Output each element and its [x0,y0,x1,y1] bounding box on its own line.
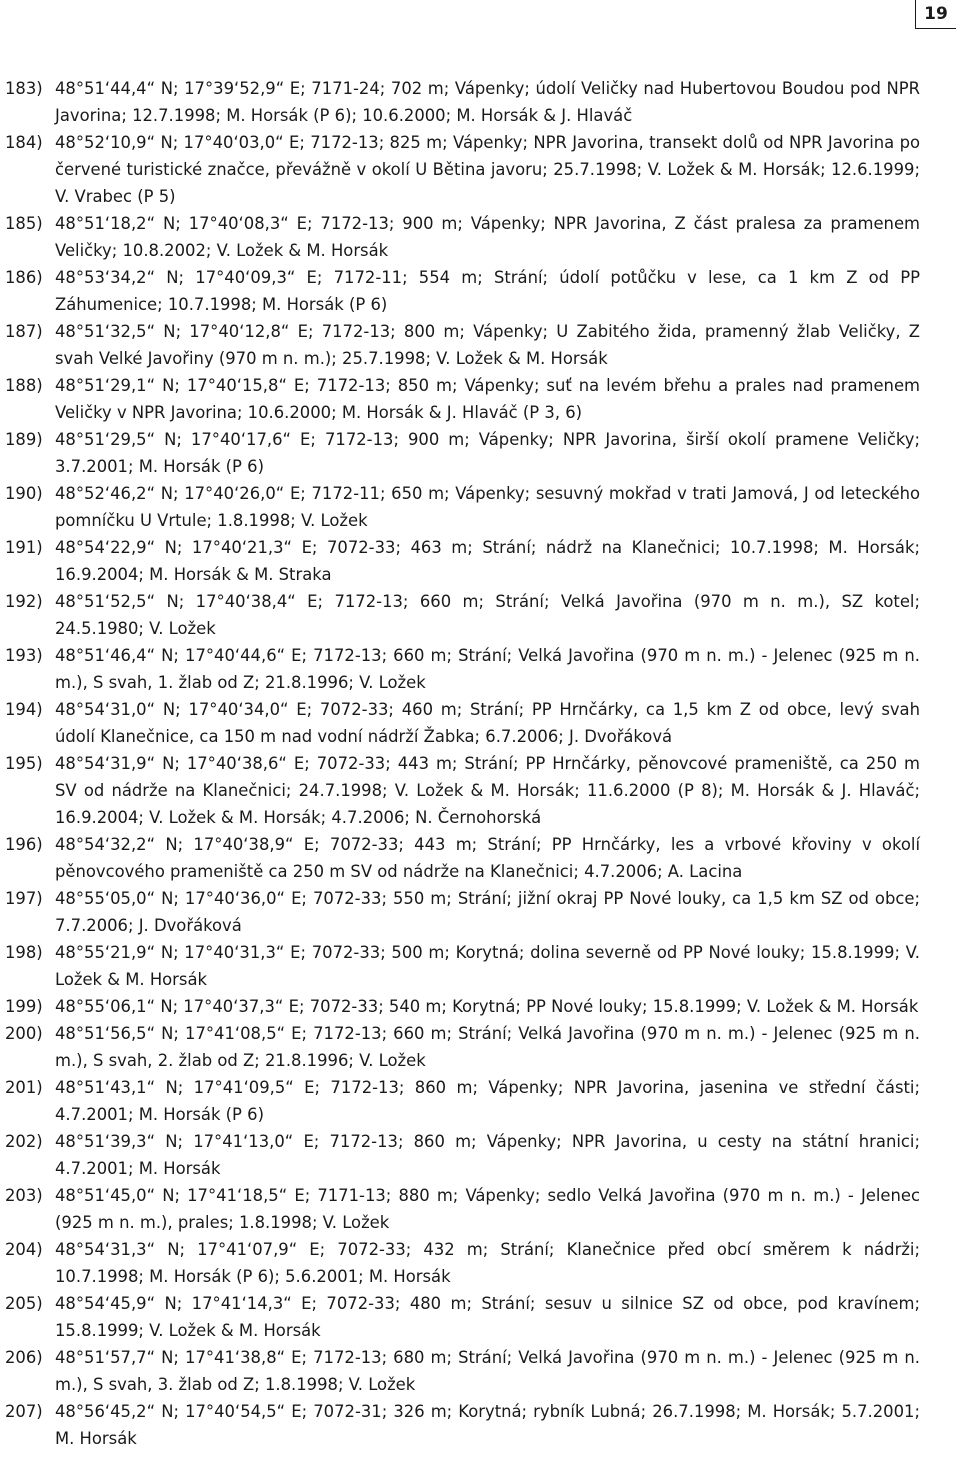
entry-text: 48°51‘43,1“ N; 17°41‘09,5“ E; 7172-13; 860 m; Vápenky; NPR Javorina, jasenina ve střední části; 4.7.2001; M. Horsák (P 6) [55,1078,920,1124]
entry-text: 48°52‘10,9“ N; 17°40‘03,0“ E; 7172-13; 825 m; Vápenky; NPR Javorina, transekt dolů od NPR Javorina po červené turistické značce, převážně v okolí U Bětina javoru; 25.7.1998; V. Ložek & M. Horsák; 12.6.1999; V. Vrabec (P 5) [55,133,920,206]
entry-number: 188) [5,376,43,395]
entry-text: 48°53‘34,2“ N; 17°40‘09,3“ E; 7172-11; 554 m; Strání; údolí potůčku v lese, ca 1 km Z od PP Záhumenice; 10.7.1998; M. Horsák (P 6) [55,268,920,314]
entry-number: 183) [5,79,43,98]
entry-number: 201) [5,1078,43,1097]
locality-entry [5,1398,920,1452]
locality-entry [5,831,920,885]
entry-text: 48°54‘31,9“ N; 17°40‘38,6“ E; 7072-33; 443 m; Strání; PP Hrnčárky, pěnovcové prameniště, ca 250 m SV od nádrže na Klanečnici; 24.7.1998; V. Ložek & M. Horsák; 11.6.2000 (P 8); M. Horsák & J. Hlaváč; 16.9.2004; V. Ložek & M. Horsák; 4.7.2006; N. Černohorská [55,754,920,827]
entry-number: 204) [5,1240,43,1259]
locality-entry [5,129,920,210]
locality-entry [5,75,920,129]
locality-entry [5,939,920,993]
entry-number: 200) [5,1024,43,1043]
locality-entry [5,1020,920,1074]
locality-entry [5,480,920,534]
entry-number: 191) [5,538,43,557]
entry-number: 193) [5,646,43,665]
entry-number: 186) [5,268,43,287]
entry-text: 48°52‘46,2“ N; 17°40‘26,0“ E; 7172-11; 650 m; Vápenky; sesuvný mokřad v trati Jamová, J od leteckého pomníčku U Vrtule; 1.8.1998; V. Ložek [55,484,920,530]
entry-text: 48°54‘32,2“ N; 17°40‘38,9“ E; 7072-33; 443 m; Strání; PP Hrnčárky, les a vrbové křoviny v okolí pěnovcového prameniště ca 250 m SV od nádrže na Klanečnici; 4.7.2006; A. Lacina [55,835,920,881]
entry-text: 48°51‘57,7“ N; 17°41‘38,8“ E; 7172-13; 680 m; Strání; Velká Javořina (970 m n. m.) - Jelenec (925 m n. m.), S svah, 3. žlab od Z; 1.8.1998; V. Ložek [55,1348,920,1394]
entry-text: 48°51‘29,1“ N; 17°40‘15,8“ E; 7172-13; 850 m; Vápenky; suť na levém břehu a prales nad pramenem Veličky v NPR Javorina; 10.6.2000; M. Horsák & J. Hlaváč (P 3, 6) [55,376,920,422]
locality-entry [5,696,920,750]
locality-entry [5,993,920,1020]
entry-number: 197) [5,889,43,908]
locality-list [5,75,920,1452]
entry-text: 48°51‘56,5“ N; 17°41‘08,5“ E; 7172-13; 660 m; Strání; Velká Javořina (970 m n. m.) - Jelenec (925 m n. m.), S svah, 2. žlab od Z; 21.8.1996; V. Ložek [55,1024,920,1070]
locality-entry [5,1128,920,1182]
entry-text: 48°55‘06,1“ N; 17°40‘37,3“ E; 7072-33; 540 m; Korytná; PP Nové louky; 15.8.1999; V. Ložek & M. Horsák [55,997,919,1016]
locality-entry [5,1182,920,1236]
entry-text: 48°54‘22,9“ N; 17°40‘21,3“ E; 7072-33; 463 m; Strání; nádrž na Klanečnici; 10.7.1998; M. Horsák; 16.9.2004; M. Horsák & M. Straka [55,538,920,584]
entry-number: 202) [5,1132,43,1151]
locality-entry [5,210,920,264]
entry-text: 48°56‘45,2“ N; 17°40‘54,5“ E; 7072-31; 326 m; Korytná; rybník Lubná; 26.7.1998; M. Horsák; 5.7.2001; M. Horsák [55,1402,920,1448]
entry-number: 199) [5,997,43,1016]
locality-entry [5,1074,920,1128]
entry-text: 48°55‘05,0“ N; 17°40‘36,0“ E; 7072-33; 550 m; Strání; jižní okraj PP Nové louky, ca 1,5 km SZ od obce; 7.7.2006; J. Dvořáková [55,889,920,935]
entry-number: 195) [5,754,43,773]
locality-entry [5,318,920,372]
entry-number: 206) [5,1348,43,1367]
entry-number: 185) [5,214,43,233]
locality-entry [5,372,920,426]
entry-number: 207) [5,1402,43,1421]
entry-number: 196) [5,835,43,854]
locality-entry [5,1344,920,1398]
entry-text: 48°51‘52,5“ N; 17°40‘38,4“ E; 7172-13; 660 m; Strání; Velká Javořina (970 m n. m.), SZ kotel; 24.5.1980; V. Ložek [55,592,920,638]
entry-text: 48°51‘29,5“ N; 17°40‘17,6“ E; 7172-13; 900 m; Vápenky; NPR Javorina, širší okolí pramene Veličky; 3.7.2001; M. Horsák (P 6) [55,430,920,476]
entry-text: 48°51‘39,3“ N; 17°41‘13,0“ E; 7172-13; 860 m; Vápenky; NPR Javorina, u cesty na státní hranici; 4.7.2001; M. Horsák [55,1132,920,1178]
entry-number: 198) [5,943,43,962]
entry-number: 203) [5,1186,43,1205]
locality-entry [5,642,920,696]
entry-number: 194) [5,700,43,719]
entry-text: 48°54‘31,3“ N; 17°41‘07,9“ E; 7072-33; 432 m; Strání; Klanečnice před obcí směrem k nádrži; 10.7.1998; M. Horsák (P 6); 5.6.2001; M. Horsák [55,1240,920,1286]
page-number: 19 [915,0,956,29]
entry-text: 48°51‘44,4“ N; 17°39‘52,9“ E; 7171-24; 702 m; Vápenky; údolí Veličky nad Hubertovou Boudou pod NPR Javorina; 12.7.1998; M. Horsák (P 6); 10.6.2000; M. Horsák & J. Hlaváč [55,79,920,125]
locality-entry [5,588,920,642]
entry-number: 189) [5,430,43,449]
locality-entry [5,1290,920,1344]
entry-number: 187) [5,322,43,341]
locality-entry [5,885,920,939]
locality-entry [5,264,920,318]
entry-text: 48°54‘45,9“ N; 17°41‘14,3“ E; 7072-33; 480 m; Strání; sesuv u silnice SZ od obce, pod kravínem; 15.8.1999; V. Ložek & M. Horsák [55,1294,920,1340]
entry-number: 190) [5,484,43,503]
entry-text: 48°54‘31,0“ N; 17°40‘34,0“ E; 7072-33; 460 m; Strání; PP Hrnčárky, ca 1,5 km Z od obce, levý svah údolí Klanečnice, ca 150 m nad vodní nádrží Žabka; 6.7.2006; J. Dvořáková [55,700,920,746]
entry-text: 48°51‘32,5“ N; 17°40‘12,8“ E; 7172-13; 800 m; Vápenky; U Zabitého žida, pramenný žlab Veličky, Z svah Velké Javořiny (970 m n. m.); 25.7.1998; V. Ložek & M. Horsák [55,322,920,368]
entry-number: 205) [5,1294,43,1313]
entry-text: 48°51‘46,4“ N; 17°40‘44,6“ E; 7172-13; 660 m; Strání; Velká Javořina (970 m n. m.) - Jelenec (925 m n. m.), S svah, 1. žlab od Z; 21.8.1996; V. Ložek [55,646,920,692]
locality-entry [5,1236,920,1290]
locality-entry [5,426,920,480]
entry-text: 48°51‘18,2“ N; 17°40‘08,3“ E; 7172-13; 900 m; Vápenky; NPR Javorina, Z část pralesa za pramenem Veličky; 10.8.2002; V. Ložek & M. Horsák [55,214,920,260]
entry-number: 184) [5,133,43,152]
entry-number: 192) [5,592,43,611]
entry-text: 48°55‘21,9“ N; 17°40‘31,3“ E; 7072-33; 500 m; Korytná; dolina severně od PP Nové louky; 15.8.1999; V. Ložek & M. Horsák [55,943,920,989]
entry-text: 48°51‘45,0“ N; 17°41‘18,5“ E; 7171-13; 880 m; Vápenky; sedlo Velká Javořina (970 m n. m.) - Jelenec (925 m n. m.), prales; 1.8.1998; V. Ložek [55,1186,920,1232]
locality-entry [5,534,920,588]
locality-entry [5,750,920,831]
